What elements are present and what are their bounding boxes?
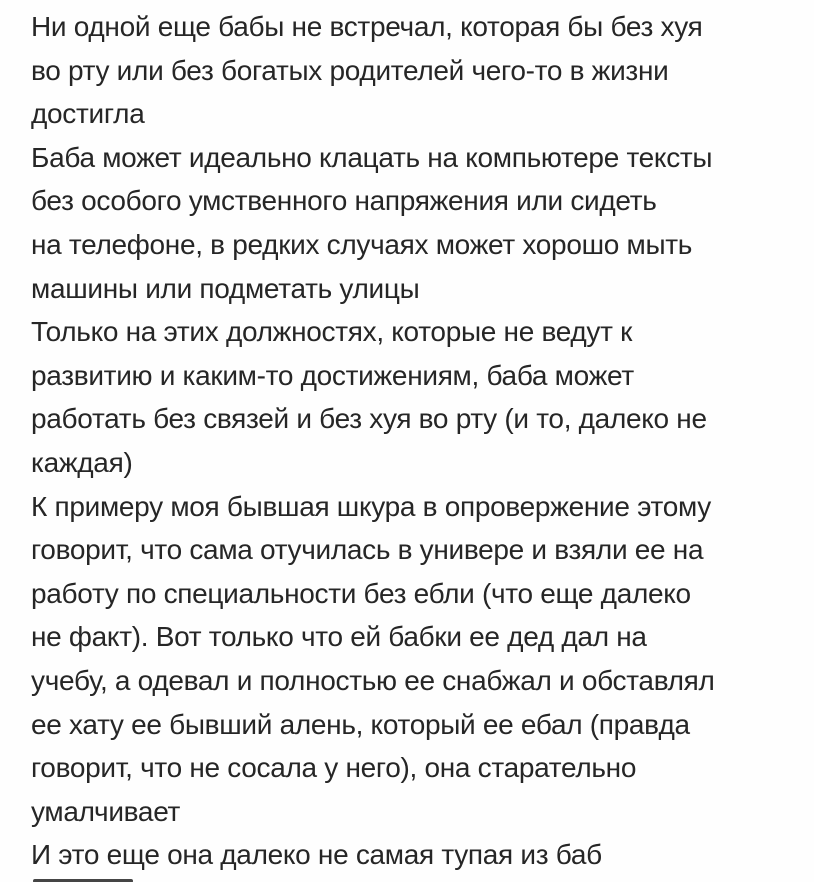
text-line: развитию и каким-то достижениям, баба может [31,359,634,391]
text-line: умалчивает [31,795,181,827]
text-line: машины или подметать улицы [31,272,420,304]
text-line: говорит, что не сосала у него), она старательно [31,752,637,784]
text-line: Только на этих должностях, которые не ведут к [31,316,633,348]
text-line: каждая) [31,446,133,478]
text-line: работать без связей и без хуя во рту (и то, далеко не [31,403,707,435]
text-line: К примеру моя бывшая шкура в опровержение этому [31,490,711,522]
text-line: достигла [31,98,145,130]
post-text-block [31,5,794,877]
text-line: без особого умственного напряжения или сидеть [31,185,657,217]
text-line: ее хату ее бывший алень, который ее ебал (правда [31,708,690,740]
text-line: не факт). Вот только что ей бабки ее дед дал на [31,621,647,653]
text-line: говорит, что сама отучилась в универе и взяли ее на [31,534,704,566]
text-line: учебу, а одевал и полностью ее снабжал и обставлял [31,664,715,696]
text-line: во рту или без богатых родителей чего-то в жизни [31,54,669,86]
text-line: Ни одной еще бабы не встречал, которая бы без хуя [31,11,703,42]
text-line: на телефоне, в редких случаях может хорошо мыть [31,228,693,260]
text-line: Баба может идеально клацать на компьютере тексты [31,141,713,173]
text-line: И это еще она далеко не самая тупая из баб [31,839,602,871]
text-line: работу по специальности без ебли (что еще далеко [31,577,691,609]
